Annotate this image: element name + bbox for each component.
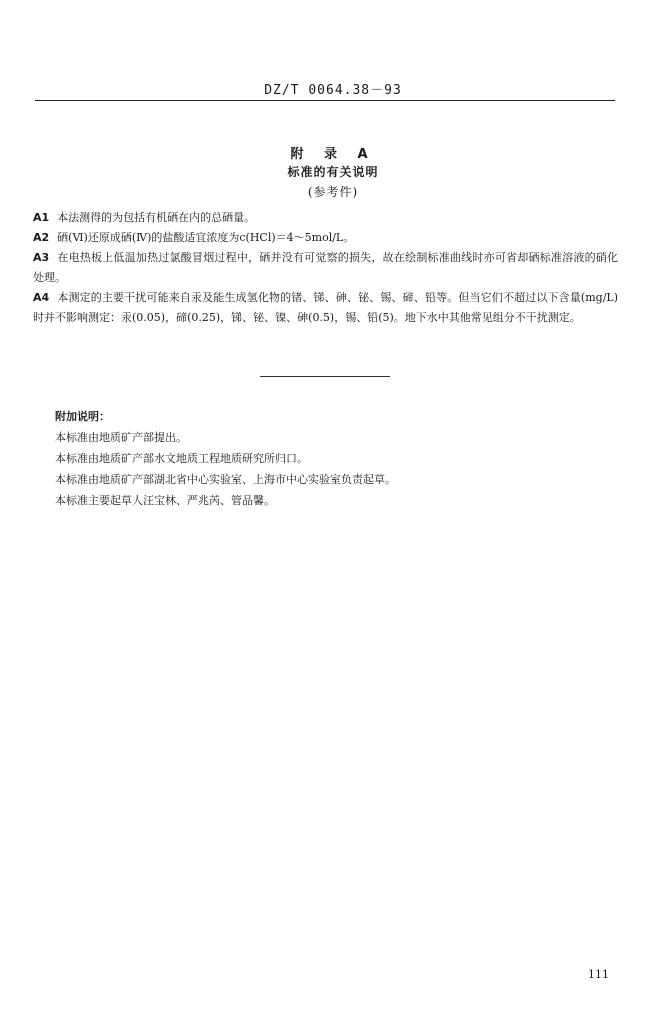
clause-number: A2 xyxy=(33,231,50,244)
additional-notes xyxy=(55,406,575,511)
clause-a1 xyxy=(33,208,618,228)
appendix-subtitle: 标准的有关说明 xyxy=(287,165,379,179)
clause-text: 在电热板上低温加热过氯酸冒烟过程中，硒并没有可觉察的损失，故在绘制标准曲线时亦可省却硒标准溶液的硝化处理。 xyxy=(33,251,618,284)
clause-a4 xyxy=(33,288,618,328)
clause-number: A1 xyxy=(33,211,50,224)
clause-a2 xyxy=(33,228,618,248)
standard-code: DZ/T 0064.38－93 xyxy=(264,83,402,98)
notes-line: 本标准由地质矿产部提出。 xyxy=(55,431,187,444)
clause-list xyxy=(33,208,618,328)
notes-line: 本标准由地质矿产部湖北省中心实验室、上海市中心实验室负责起草。 xyxy=(55,473,396,486)
clause-number: A4 xyxy=(33,291,50,304)
page-number: 111 xyxy=(588,968,609,981)
appendix-title: 附 录 A xyxy=(290,147,376,162)
header-rule xyxy=(35,100,615,101)
notes-heading: 附加说明： xyxy=(55,410,110,423)
section-divider xyxy=(260,376,390,377)
clause-text: 本法测得的为包括有机硒在内的总硒量。 xyxy=(57,211,256,224)
clause-text: 硒(Ⅵ)还原成硒(Ⅳ)的盐酸适宜浓度为c(HCl)＝4～5mol/L。 xyxy=(57,231,355,244)
clause-number: A3 xyxy=(33,251,50,264)
appendix-note: (参考件) xyxy=(307,185,359,199)
notes-line: 本标准主要起草人汪宝林、严兆芮、管品馨。 xyxy=(55,494,275,507)
clause-a3 xyxy=(33,248,618,288)
clause-text: 本测定的主要干扰可能来自汞及能生成氢化物的锗、锑、砷、铋、锡、碲、铅等。但当它们不超过以下含量(mg/L)时并不影响测定：汞(0.05)，碲(0.25)，锑、铋、镍、砷(0.5)，锡、铅(5)。地下水中其他常见组分不干扰测定。 xyxy=(33,291,618,324)
notes-line: 本标准由地质矿产部水文地质工程地质研究所归口。 xyxy=(55,452,308,465)
